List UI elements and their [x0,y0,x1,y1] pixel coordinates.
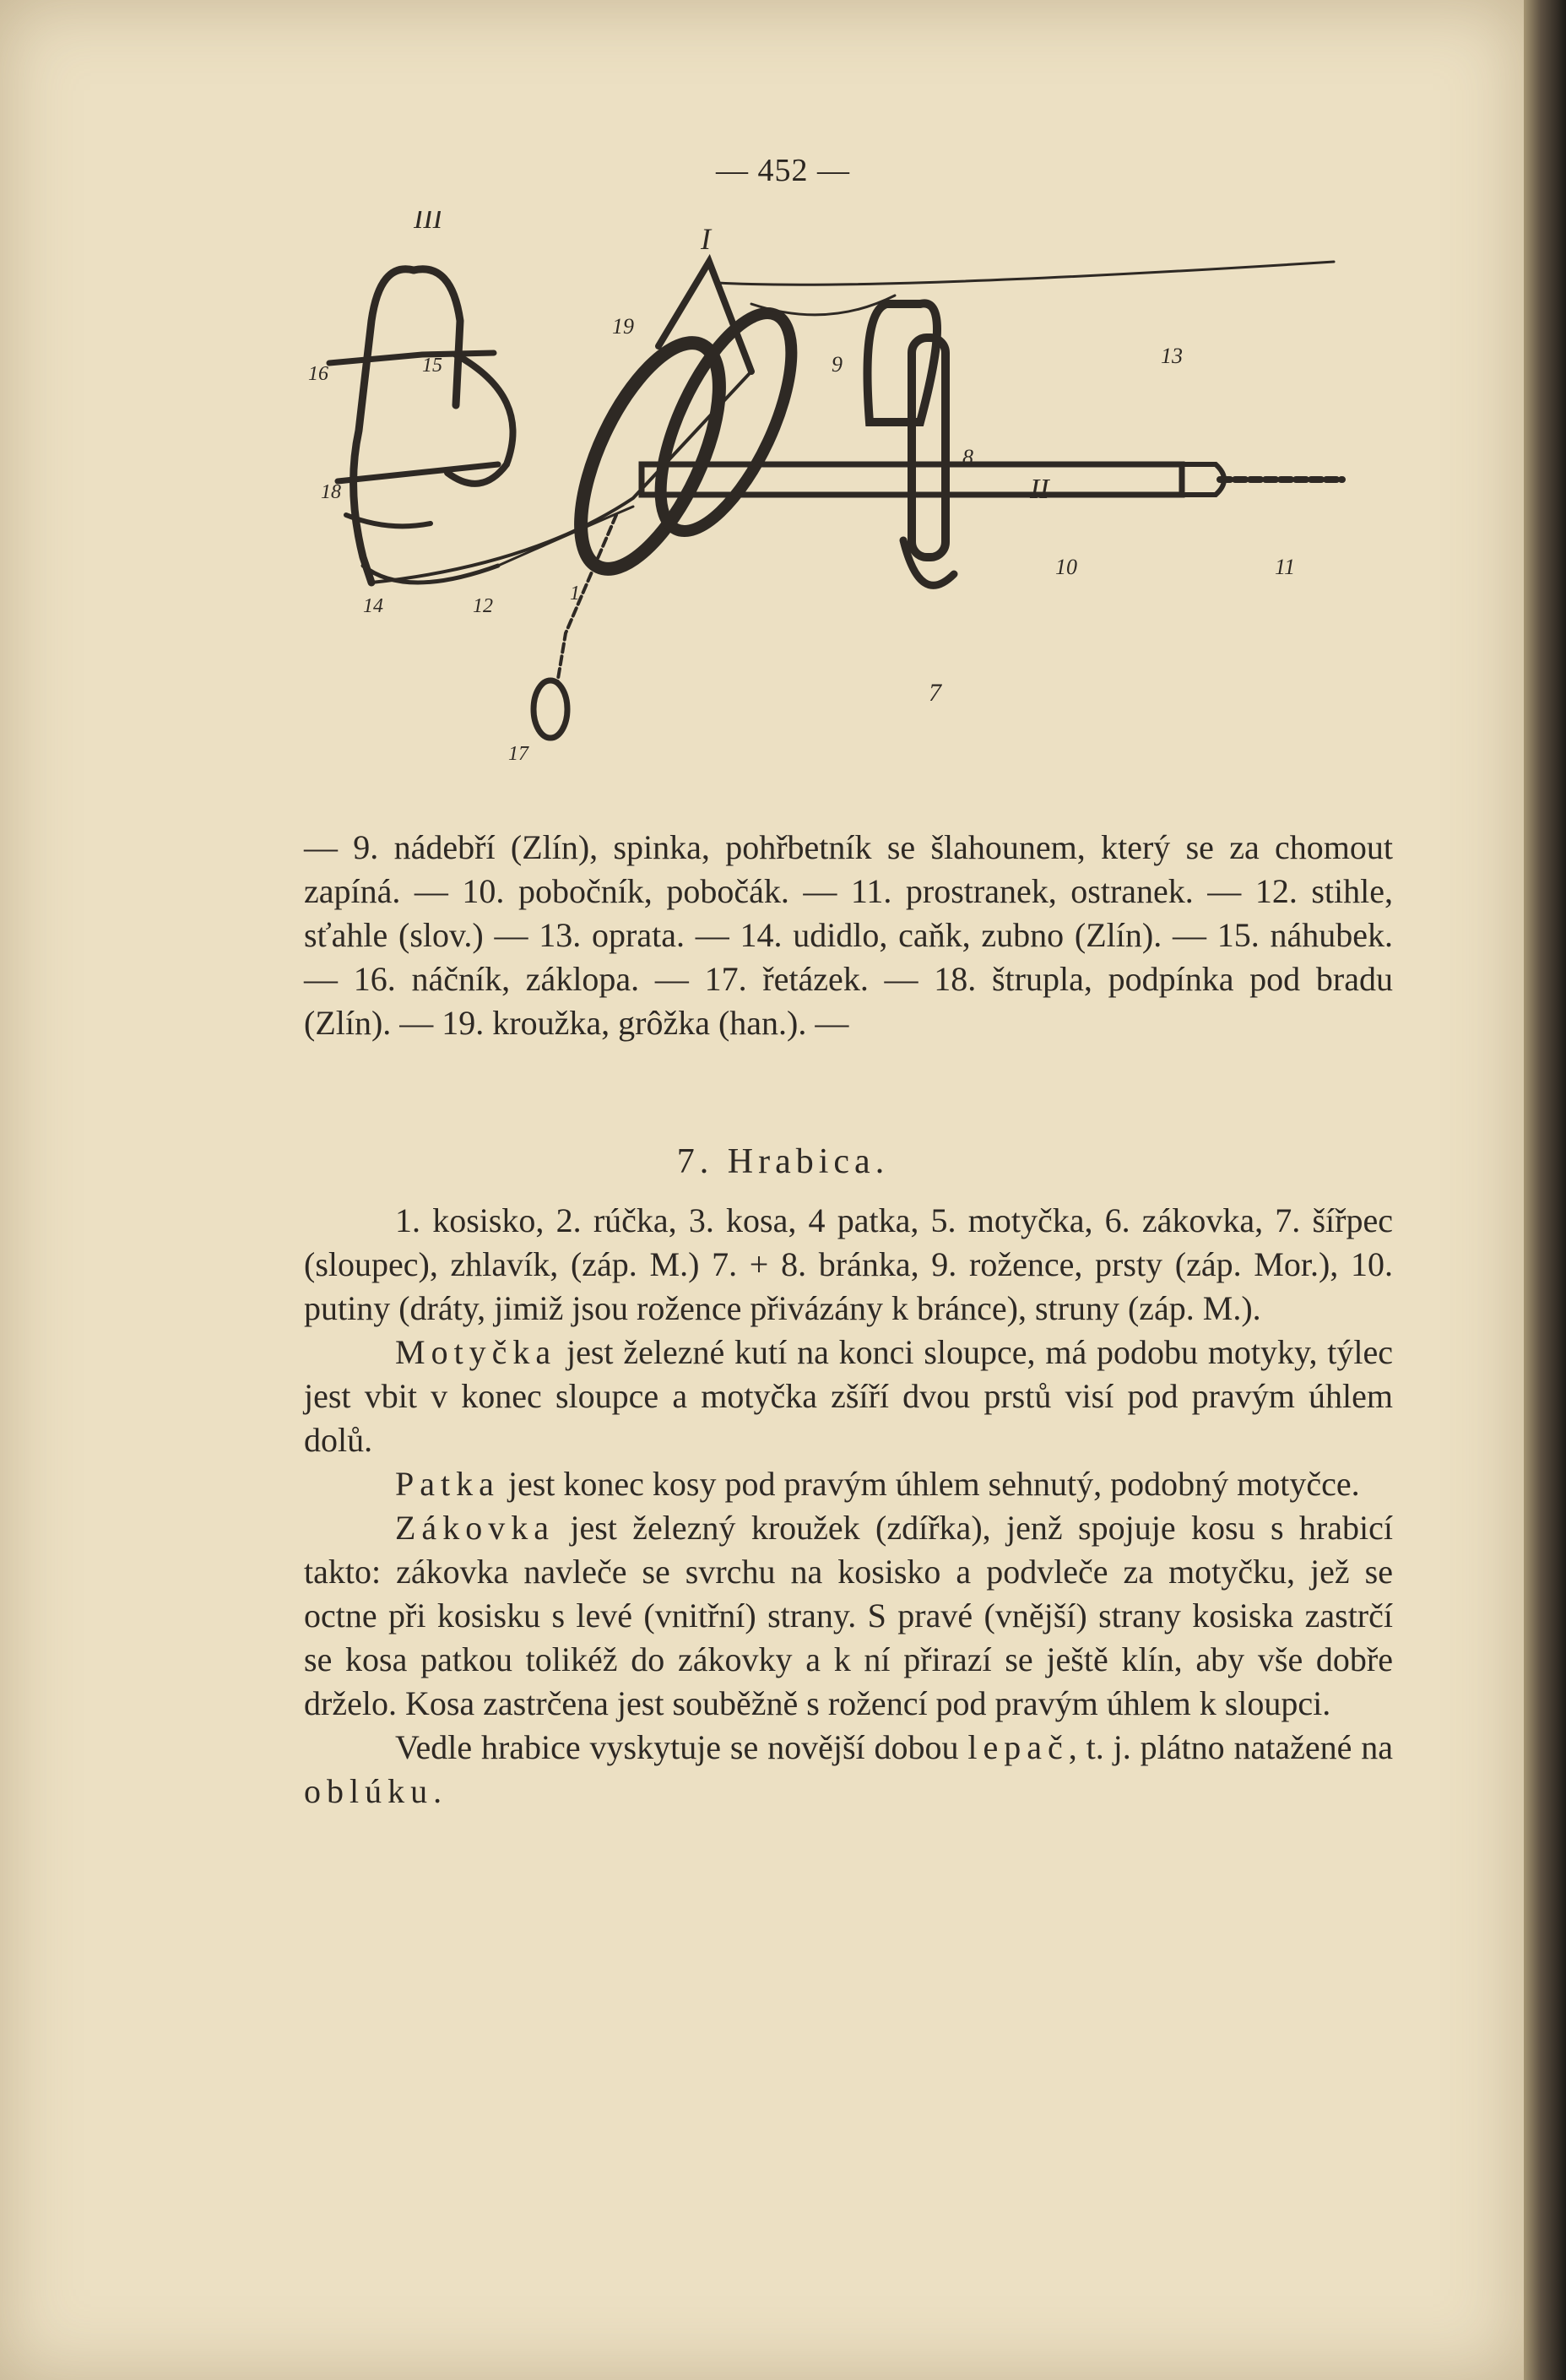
label-10: 10 [1055,555,1077,579]
label-18: 18 [321,481,341,503]
page-number: — 452 — [716,153,850,188]
label-19: 19 [612,314,634,339]
paragraph-zakovka-text: jest železný kroužek (zdířka), jenž spojuje kosu s hrabicí takto: zákovka navleče se svrchu na kosisko a podvleče za motyčku, jež se octne při kosisku s levé (vnitřní) strany. S pravé (vnější) strany kosiska zastrčí se kosa patkou tolikéž do zákovky a k ní přirazí se ještě klín, aby vše dobře drželo. Kosa zastrčena jest souběžně s rožencí pod pravým úhlem k sloupci. [304,1509,1393,1722]
legend-paragraph: — 9. nádebří (Zlín), spinka, pohřbetník se šlahounem, který se za chomout zapíná. — 10. pobočník, pobočák. — 11. prostranek, ostranek. — 12. stihle, sťahle (slov.) — 13. oprata. — 14. udidlo, caňk, zubno (Zlín). — 15. náhubek. — 16. náčník, záklopa. — 17. řetázek. — 18. štrupla, podpínka pod bradu (Zlín). — 19. kroužka, grôžka (han.). — [304,828,1393,1042]
page-edge-shadow [1524,0,1566,2380]
paragraph-zakovka [304,1506,1393,1726]
label-1: 1 [570,583,580,604]
harness-illustration [279,211,1410,836]
section-heading [0,1141,1566,1182]
term-lepac: lepač [967,1728,1069,1766]
label-9: 9 [832,352,843,377]
trace-line [718,262,1334,285]
collar-inner [634,295,818,549]
term-obluku: oblúku [304,1772,434,1810]
paragraph-patka [304,1462,1393,1506]
label-15: 15 [422,355,442,377]
figure-legend [304,826,1393,1045]
harness-drawing [279,211,1410,836]
bridle-crown-strap [414,269,460,405]
paragraph-motycka-text: jest železné kutí na konci sloupce, má podobu motyky, týlec jest vbit v konec sloupce a motyčka zšíří dvou prstů visí pod pravým úhlem dolů. [304,1333,1393,1459]
chain-ring [534,680,567,738]
paragraph-patka-text: jest konec kosy pod pravým úhlem sehnutý, podobný motyčce. [499,1465,1360,1503]
label-12: 12 [473,595,493,617]
saddle-pad [868,303,938,422]
label-8: 8 [962,445,973,469]
label-7: 7 [929,679,941,707]
term-zakovka: Zákovka [395,1509,555,1547]
collar-outer [552,323,747,588]
label-16: 16 [308,363,328,385]
paragraph-lepac-end: . [433,1772,442,1810]
noseband [338,464,498,481]
label-13: 13 [1161,344,1183,368]
bridle-cheek-strap [354,269,414,583]
label-11: 11 [1275,555,1296,579]
paragraph-lepac-start: Vedle hrabice vyskytuje se novější dobou [395,1728,968,1766]
label-part-2: II [1030,474,1049,505]
label-part-1: I [701,222,711,256]
term-motycka: Motyčka [395,1333,557,1371]
main-text [304,1199,1393,1813]
paragraph-lepac-middle: , t. j. plátno natažené na [1068,1728,1394,1766]
paragraph-lepac [304,1726,1393,1813]
term-patka: Patka [395,1465,500,1503]
section-heading-text: 7. Hrabica. [676,1142,890,1181]
paragraph-motycka [304,1331,1393,1462]
label-14: 14 [363,595,383,617]
parts-list: 1. kosisko, 2. rúčka, 3. kosa, 4 patka, 5. motyčka, 6. zákovka, 7. šířpec (sloupec), zhlavík, (záp. M.) 7. + 8. bránka, 9. rožence, prsty (záp. Mor.), 10. putiny (dráty, jimiž jsou rožence přivázány k bránce), struny (záp. M.). [304,1201,1393,1327]
label-17: 17 [508,743,528,765]
label-part-3: III [414,211,442,235]
